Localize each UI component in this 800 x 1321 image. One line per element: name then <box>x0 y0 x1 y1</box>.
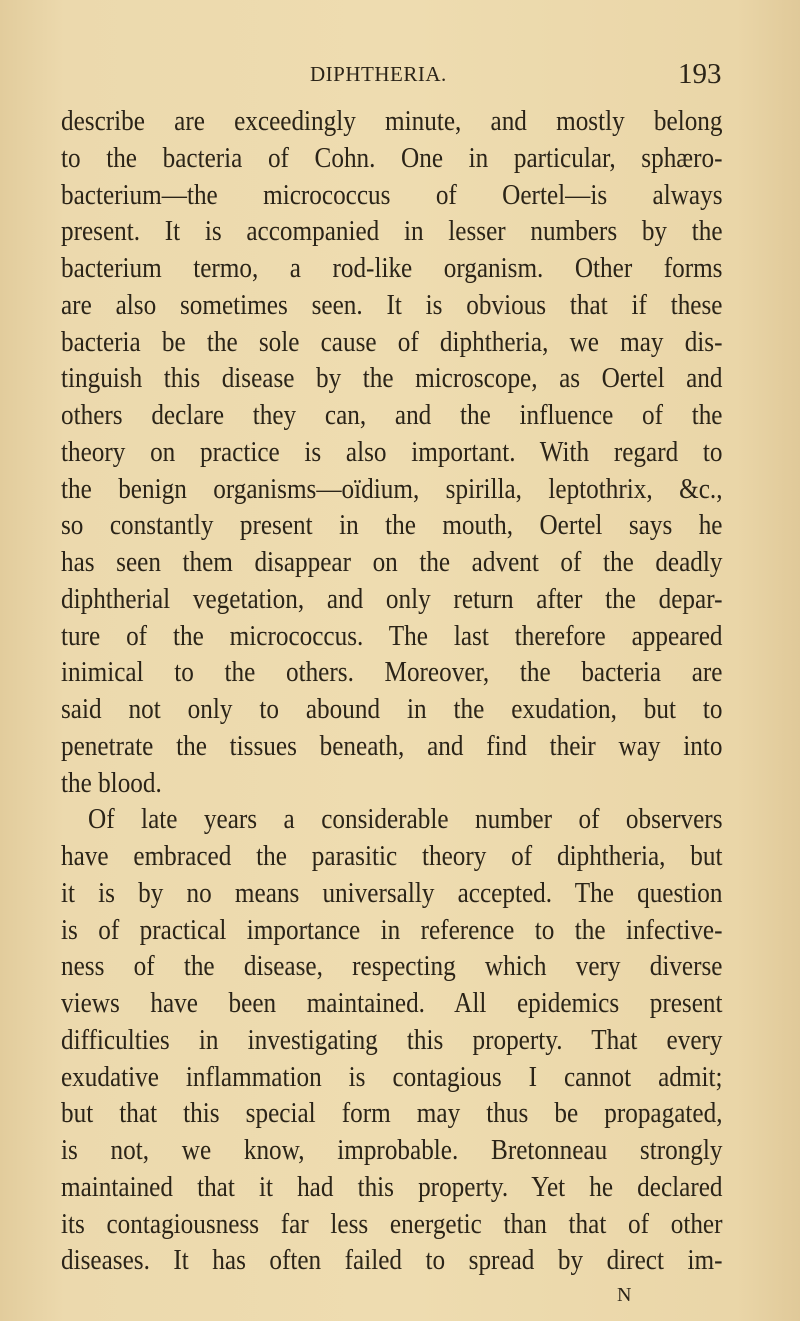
text-line: tinguish this disease by the microscope, as Oertel and <box>61 363 723 395</box>
text-line: but that this special form may thus be propagated, <box>61 1098 723 1130</box>
text-line: bacteria be the sole cause of diphtheria, we may dis- <box>61 326 723 358</box>
text-line: are also sometimes seen. It is obvious that if these <box>61 289 723 321</box>
text-line: views have been maintained. All epidemics present <box>61 988 723 1019</box>
text-line: maintained that it had this property. Yet he declared <box>61 1171 723 1203</box>
text-line: said not only to abound in the exudation, but to <box>61 694 723 725</box>
text-line: diphtherial vegetation, and only return after the depar- <box>61 583 723 615</box>
text-line: ness of the disease, respecting which very diverse <box>61 951 723 983</box>
text-line: Of late years a considerable number of observers <box>88 804 723 836</box>
text-line: its contagiousness far less energetic than that of other <box>61 1208 723 1240</box>
text-line: is of practical importance in reference to the infective- <box>61 914 723 946</box>
text-line: bacterium—the micrococcus of Oertel—is always <box>61 179 723 211</box>
text-line: describe are exceedingly minute, and mostly belong <box>61 106 723 137</box>
page-number: 193 <box>678 58 722 90</box>
text-line: others declare they can, and the influence of the <box>61 400 723 431</box>
text-line: penetrate the tissues beneath, and find their way into <box>61 730 723 762</box>
page-header <box>0 60 800 96</box>
text-line: inimical to the others. Moreover, the bacteria are <box>61 657 723 689</box>
text-line: it is by no means universally accepted. The question <box>61 877 723 909</box>
body-text <box>61 104 723 1280</box>
text-line: present. It is accompanied in lesser numbers by the <box>61 216 723 248</box>
text-line: ture of the micrococcus. The last therefore appeared <box>61 620 723 652</box>
text-line: is not, we know, improbable. Bretonneau strongly <box>61 1135 723 1166</box>
text-line: the benign organisms—oïdium, spirilla, leptothrix, &c., <box>61 473 723 505</box>
text-line: bacterium termo, a rod-like organism. Other forms <box>61 253 723 284</box>
text-line: so constantly present in the mouth, Oertel says he <box>61 510 723 542</box>
text-line: to the bacteria of Cohn. One in particular, sphæro- <box>61 142 723 174</box>
text-line: exudative inflammation is contagious I cannot admit; <box>61 1061 723 1093</box>
signature-mark: N <box>617 1284 632 1306</box>
text-line: diseases. It has often failed to spread by direct im- <box>61 1245 723 1277</box>
text-line: the blood. <box>61 767 162 799</box>
text-line: has seen them disappear on the advent of the deadly <box>61 547 723 578</box>
text-line: have embraced the parasitic theory of diphtheria, but <box>61 841 723 872</box>
text-line: theory on practice is also important. With regard to <box>61 436 723 468</box>
text-line: difficulties in investigating this property. That every <box>61 1024 723 1056</box>
running-title: DIPHTHERIA. <box>310 62 447 86</box>
